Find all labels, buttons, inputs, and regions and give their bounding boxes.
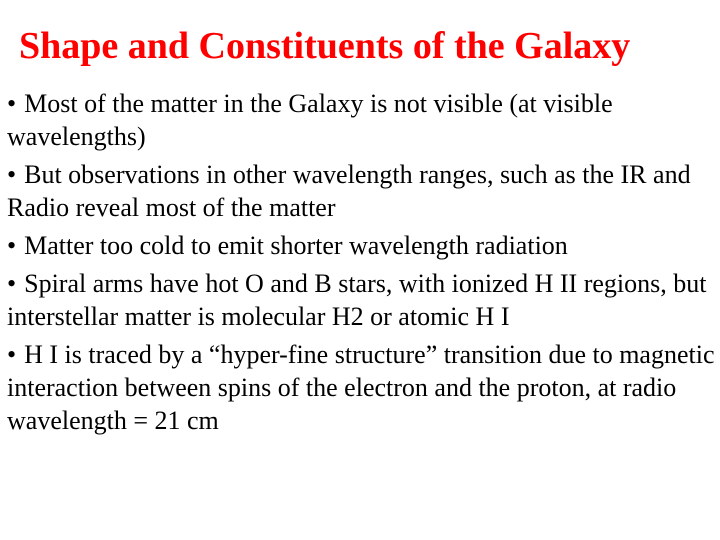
bullet-text: H I is traced by a “hyper-fine structure” transition due to magnetic interaction between spins of the electron and the proton, at radio wavelength = 21 cm <box>7 340 715 435</box>
bullet-text: Most of the matter in the Galaxy is not visible (at visible wavelengths) <box>7 89 613 151</box>
bullet-icon: • <box>7 231 17 260</box>
bullet-text: Spiral arms have hot O and B stars, with ionized H II regions, but interstellar matter is molecular H2 or atomic H I <box>7 269 707 331</box>
bullet-item <box>7 158 719 224</box>
bullet-item <box>7 229 719 262</box>
slide-title: Shape and Constituents of the Galaxy <box>19 25 631 67</box>
bullet-item <box>7 338 719 437</box>
bullet-icon: • <box>7 89 17 118</box>
bullet-list <box>7 87 719 442</box>
bullet-text: Matter too cold to emit shorter wavelength radiation <box>24 231 568 260</box>
bullet-item <box>7 87 719 153</box>
bullet-text: But observations in other wavelength ranges, such as the IR and Radio reveal most of the matter <box>7 160 691 222</box>
bullet-icon: • <box>7 160 17 189</box>
bullet-item <box>7 267 719 333</box>
bullet-icon: • <box>7 269 17 298</box>
bullet-icon: • <box>7 340 17 369</box>
